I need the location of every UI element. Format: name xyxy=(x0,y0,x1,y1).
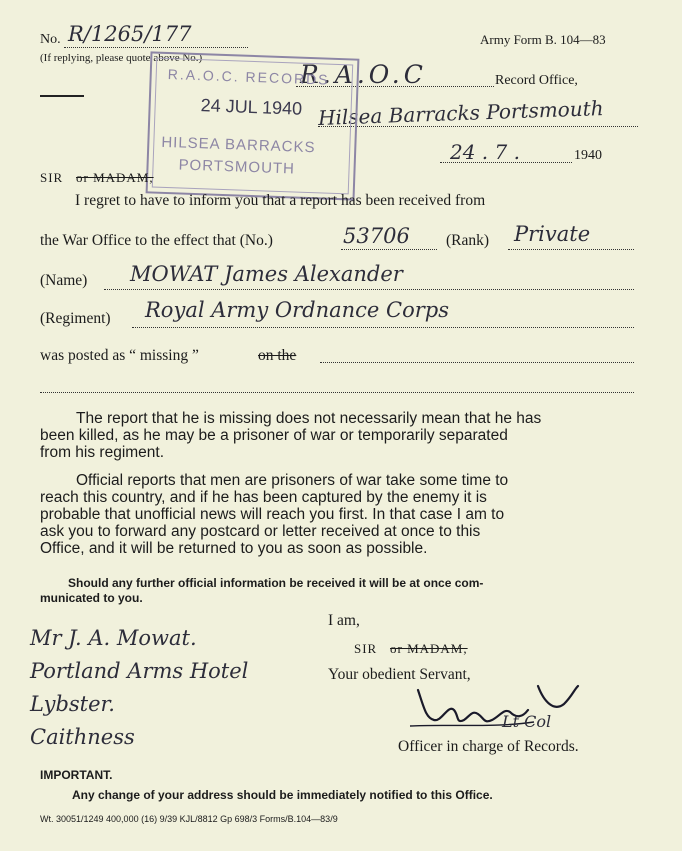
important-text: Any change of your address should be immediately notified to this Office. xyxy=(72,788,493,802)
reference-number: R/1265/177 xyxy=(68,22,192,46)
signature-rank: Lt Col xyxy=(502,712,552,731)
stamp-line3: HILSEA BARRACKS xyxy=(161,133,316,157)
rank-line xyxy=(508,249,634,250)
paragraph3-line5: Office, and it will be returned to you as soon as possible. xyxy=(40,540,428,557)
service-number-line xyxy=(341,249,437,250)
date-line xyxy=(440,162,572,163)
paragraph2-line3: from his regiment. xyxy=(40,444,165,461)
regiment-value: Royal Army Ordnance Corps xyxy=(145,298,449,322)
address-line1: Mr J. A. Mowat. xyxy=(30,626,197,650)
stamp-date: 24 JUL 1940 xyxy=(200,95,303,119)
paragraph2 xyxy=(40,410,640,461)
paragraph1-line1: I regret to have to inform you that a report has been received from xyxy=(75,192,486,209)
paragraph3 xyxy=(40,472,640,557)
location-line xyxy=(318,126,638,127)
paragraph3-line1: Official reports that men are prisoners of war take some time to xyxy=(76,472,509,489)
paragraph1-line2: the War Office to the effect that (No.) xyxy=(40,232,273,249)
letter-date: 24 . 7 . xyxy=(450,140,520,164)
rank-value: Private xyxy=(514,222,591,246)
reference-number-line xyxy=(64,47,248,48)
letter-year: 1940 xyxy=(574,148,602,163)
paragraph2-line2: been killed, as he may be a prisoner of war or temporarily separated xyxy=(40,427,508,444)
form-number: Army Form B. 104—83 xyxy=(480,32,606,47)
closing-madam: or MADAM, xyxy=(390,641,468,656)
stamp-line1: R.A.O.C. RECORDS xyxy=(167,66,330,88)
soldier-name: MOWAT James Alexander xyxy=(130,262,403,286)
reference-number-label: No. xyxy=(40,32,61,47)
address-line3: Lybster. xyxy=(30,692,115,716)
margin-dash xyxy=(40,95,84,97)
service-number: 53706 xyxy=(343,224,410,248)
notice-line1: Should any further official information be received it will be at once com- xyxy=(68,576,484,590)
paragraph2-line1: The report that he is missing does not necessarily mean that he has xyxy=(76,410,542,427)
address-line2: Portland Arms Hotel xyxy=(30,659,249,683)
posted-as-missing: was posted as “ missing ” xyxy=(40,347,199,364)
regiment-label: (Regiment) xyxy=(40,310,111,327)
regiment-line xyxy=(132,327,634,328)
receipt-stamp xyxy=(146,51,360,200)
important-title: IMPORTANT. xyxy=(40,768,113,782)
salutation-madam: or MADAM, xyxy=(76,170,154,185)
posted-line xyxy=(320,362,634,363)
rank-label: (Rank) xyxy=(446,232,490,249)
print-code-footer: Wt. 30051/1249 400,000 (16) 9/39 KJL/8812 Gp 698/3 Forms/B.104—83/9 xyxy=(40,814,338,824)
stamp-line4: PORTSMOUTH xyxy=(178,156,296,178)
record-office-name: R.A.O.C xyxy=(300,60,427,89)
paragraph3-line4: ask you to forward any postcard or letter received at once to this xyxy=(40,523,481,540)
if-replying-note: (If replying, please quote above No.) xyxy=(40,52,203,64)
salutation-sir: SIR xyxy=(40,170,64,185)
name-label: (Name) xyxy=(40,272,88,289)
closing-servant: Your obedient Servant, xyxy=(328,666,471,683)
paragraph3-line2: reach this country, and if he has been captured by the enemy it is xyxy=(40,489,487,506)
name-line xyxy=(104,289,634,290)
notice-line2: municated to you. xyxy=(40,591,143,605)
closing-sir: SIR xyxy=(354,641,378,656)
further-info-notice xyxy=(40,576,483,606)
address-line4: Caithness xyxy=(30,725,135,749)
record-office-location: Hilsea Barracks Portsmouth xyxy=(317,96,604,130)
record-office-label: Record Office, xyxy=(495,73,578,88)
blank-line xyxy=(40,392,634,393)
officer-in-charge: Officer in charge of Records. xyxy=(398,738,579,755)
recipient-address xyxy=(30,622,248,754)
closing-i-am: I am, xyxy=(328,612,360,629)
paragraph3-line3: probable that unofficial news will reach you first. In that case I am to xyxy=(40,506,505,523)
posted-on-the: on the xyxy=(258,347,297,364)
